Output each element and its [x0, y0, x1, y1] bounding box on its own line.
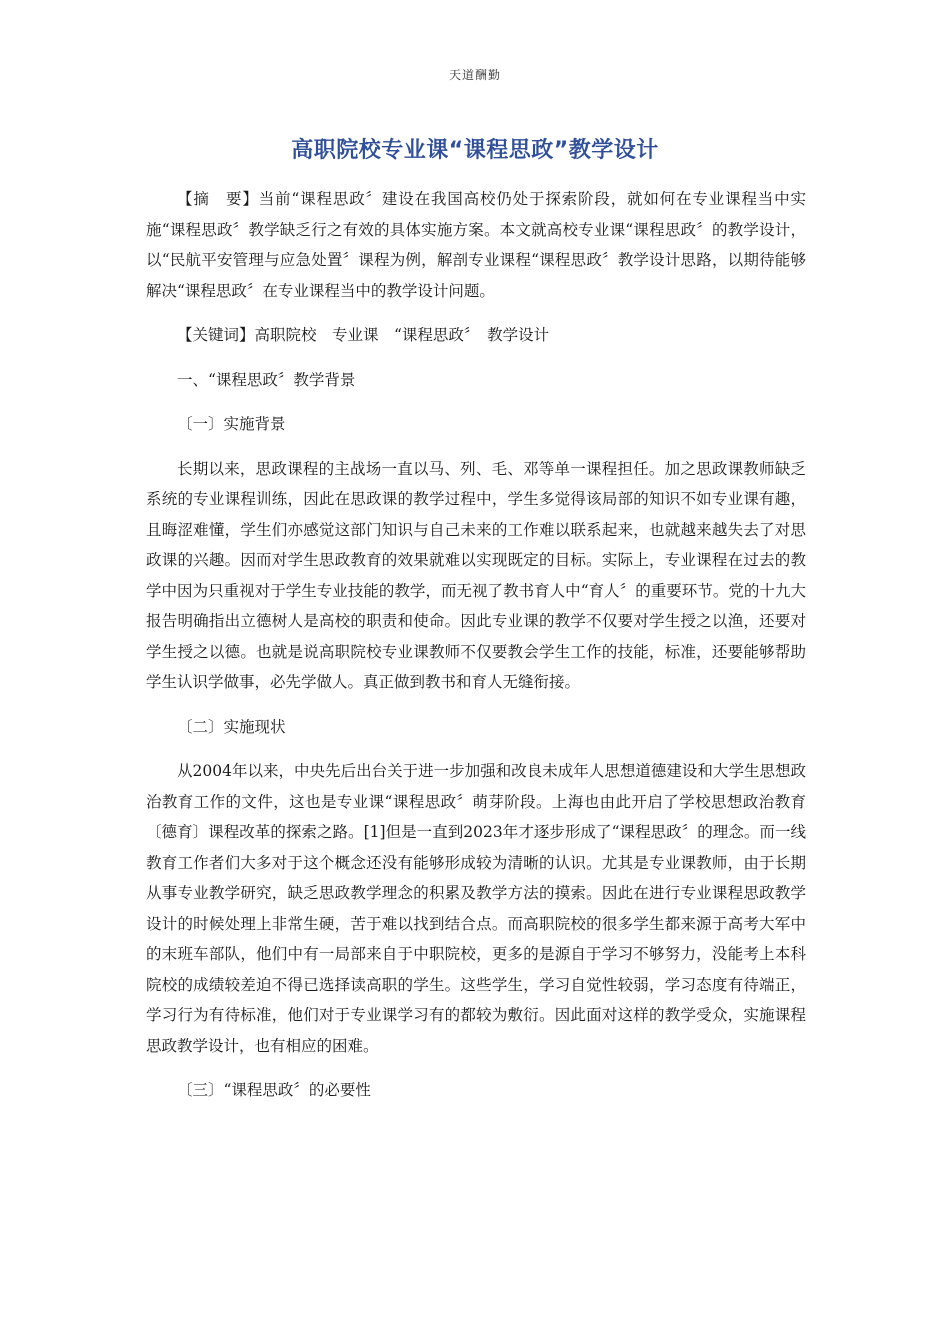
subsection-heading-1: 〔一〕实施背景 — [177, 415, 286, 433]
body-paragraph-status: 从2004年以来，中央先后出台关于进一步加强和改良未成年人思想道德建设和大学生思想政治教育工作的文件，这也是专业课“课程思政〞萌芽阶段。上海也由此开启了学校思想政治教育〔德育〕课程改革的探索之路。[1]但是一直到2023年才逐步形成了“课程思政〞的理念。而一线教育工作者们大多对于这个概念还没有能够形成较为清晰的认识。尤其是专业课教师，由于长期从事专业教学研究，缺乏思政教学理念的积累及教学方法的摸索。因此在进行专业课程思政教学设计的时候处理上非常生硬，苦于难以找到结合点。而高职院校的很多学生都来源于高考大军中的末班车部队，他们中有一局部来自于中职院校，更多的是源自于学习不够努力，没能考上本科院校的成绩较差迫不得已选择读高职的学生。这些学生，学习自觉性较弱，学习态度有待端正，学习行为有待标准，他们对于专业课学习有的都较为敷衍。因此面对这样的教学受众，实施课程思政教学设计，也有相应的困难。 — [146, 762, 806, 1055]
subsection-heading-3: 〔三〕“课程思政〞的必要性 — [177, 1081, 371, 1099]
document-title: 高职院校专业课“课程思政”教学设计 — [291, 138, 659, 163]
document-body — [146, 184, 806, 1106]
section-heading-1: 一、“课程思政〞教学背景 — [177, 370, 356, 389]
subsection-heading-2: 〔二〕实施现状 — [177, 717, 286, 736]
body-paragraph-background: 长期以来，思政课程的主战场一直以马、列、毛、邓等单一课程担任。加之思政课教师缺乏系统的专业课程训练，因此在思政课的教学过程中，学生多觉得该局部的知识不如专业课有趣，且晦涩难懂，学生们亦感觉这部门知识与自己未来的工作难以联系起来，也就越来越失去了对思政课的兴趣。因而对学生思政教育的效果就难以实现既定的目标。实际上，专业课程在过去的教学中因为只重视对于学生专业技能的教学，而无视了教书育人中“育人〞的重要环节。党的十九大报告明确指出立德树人是高校的职责和使命。因此专业课的教学不仅要对学生授之以渔，还要对学生授之以德。也就是说高职院校专业课教师不仅要教会学生工作的技能，标准，还要能够帮助学生认识学做事，必先学做人。真正做到教书和育人无缝衔接。 — [146, 459, 806, 691]
abstract-paragraph: 【摘 要】当前“课程思政〞建设在我国高校仍处于探索阶段，就如何在专业课程当中实施“课程思政〞教学缺乏行之有效的具体实施方案。本文就高校专业课“课程思政〞的教学设计，以“民航平安管理与应急处置〞课程为例，解剖专业课程“课程思政〞教学设计思路，以期待能够解决“课程思政〞在专业课程当中的教学设计问题。 — [146, 190, 806, 300]
keywords-line: 【关键词】高职院校 专业课 “课程思政〞 教学设计 — [177, 326, 550, 344]
page-header: 天道酬勤 — [448, 68, 501, 82]
